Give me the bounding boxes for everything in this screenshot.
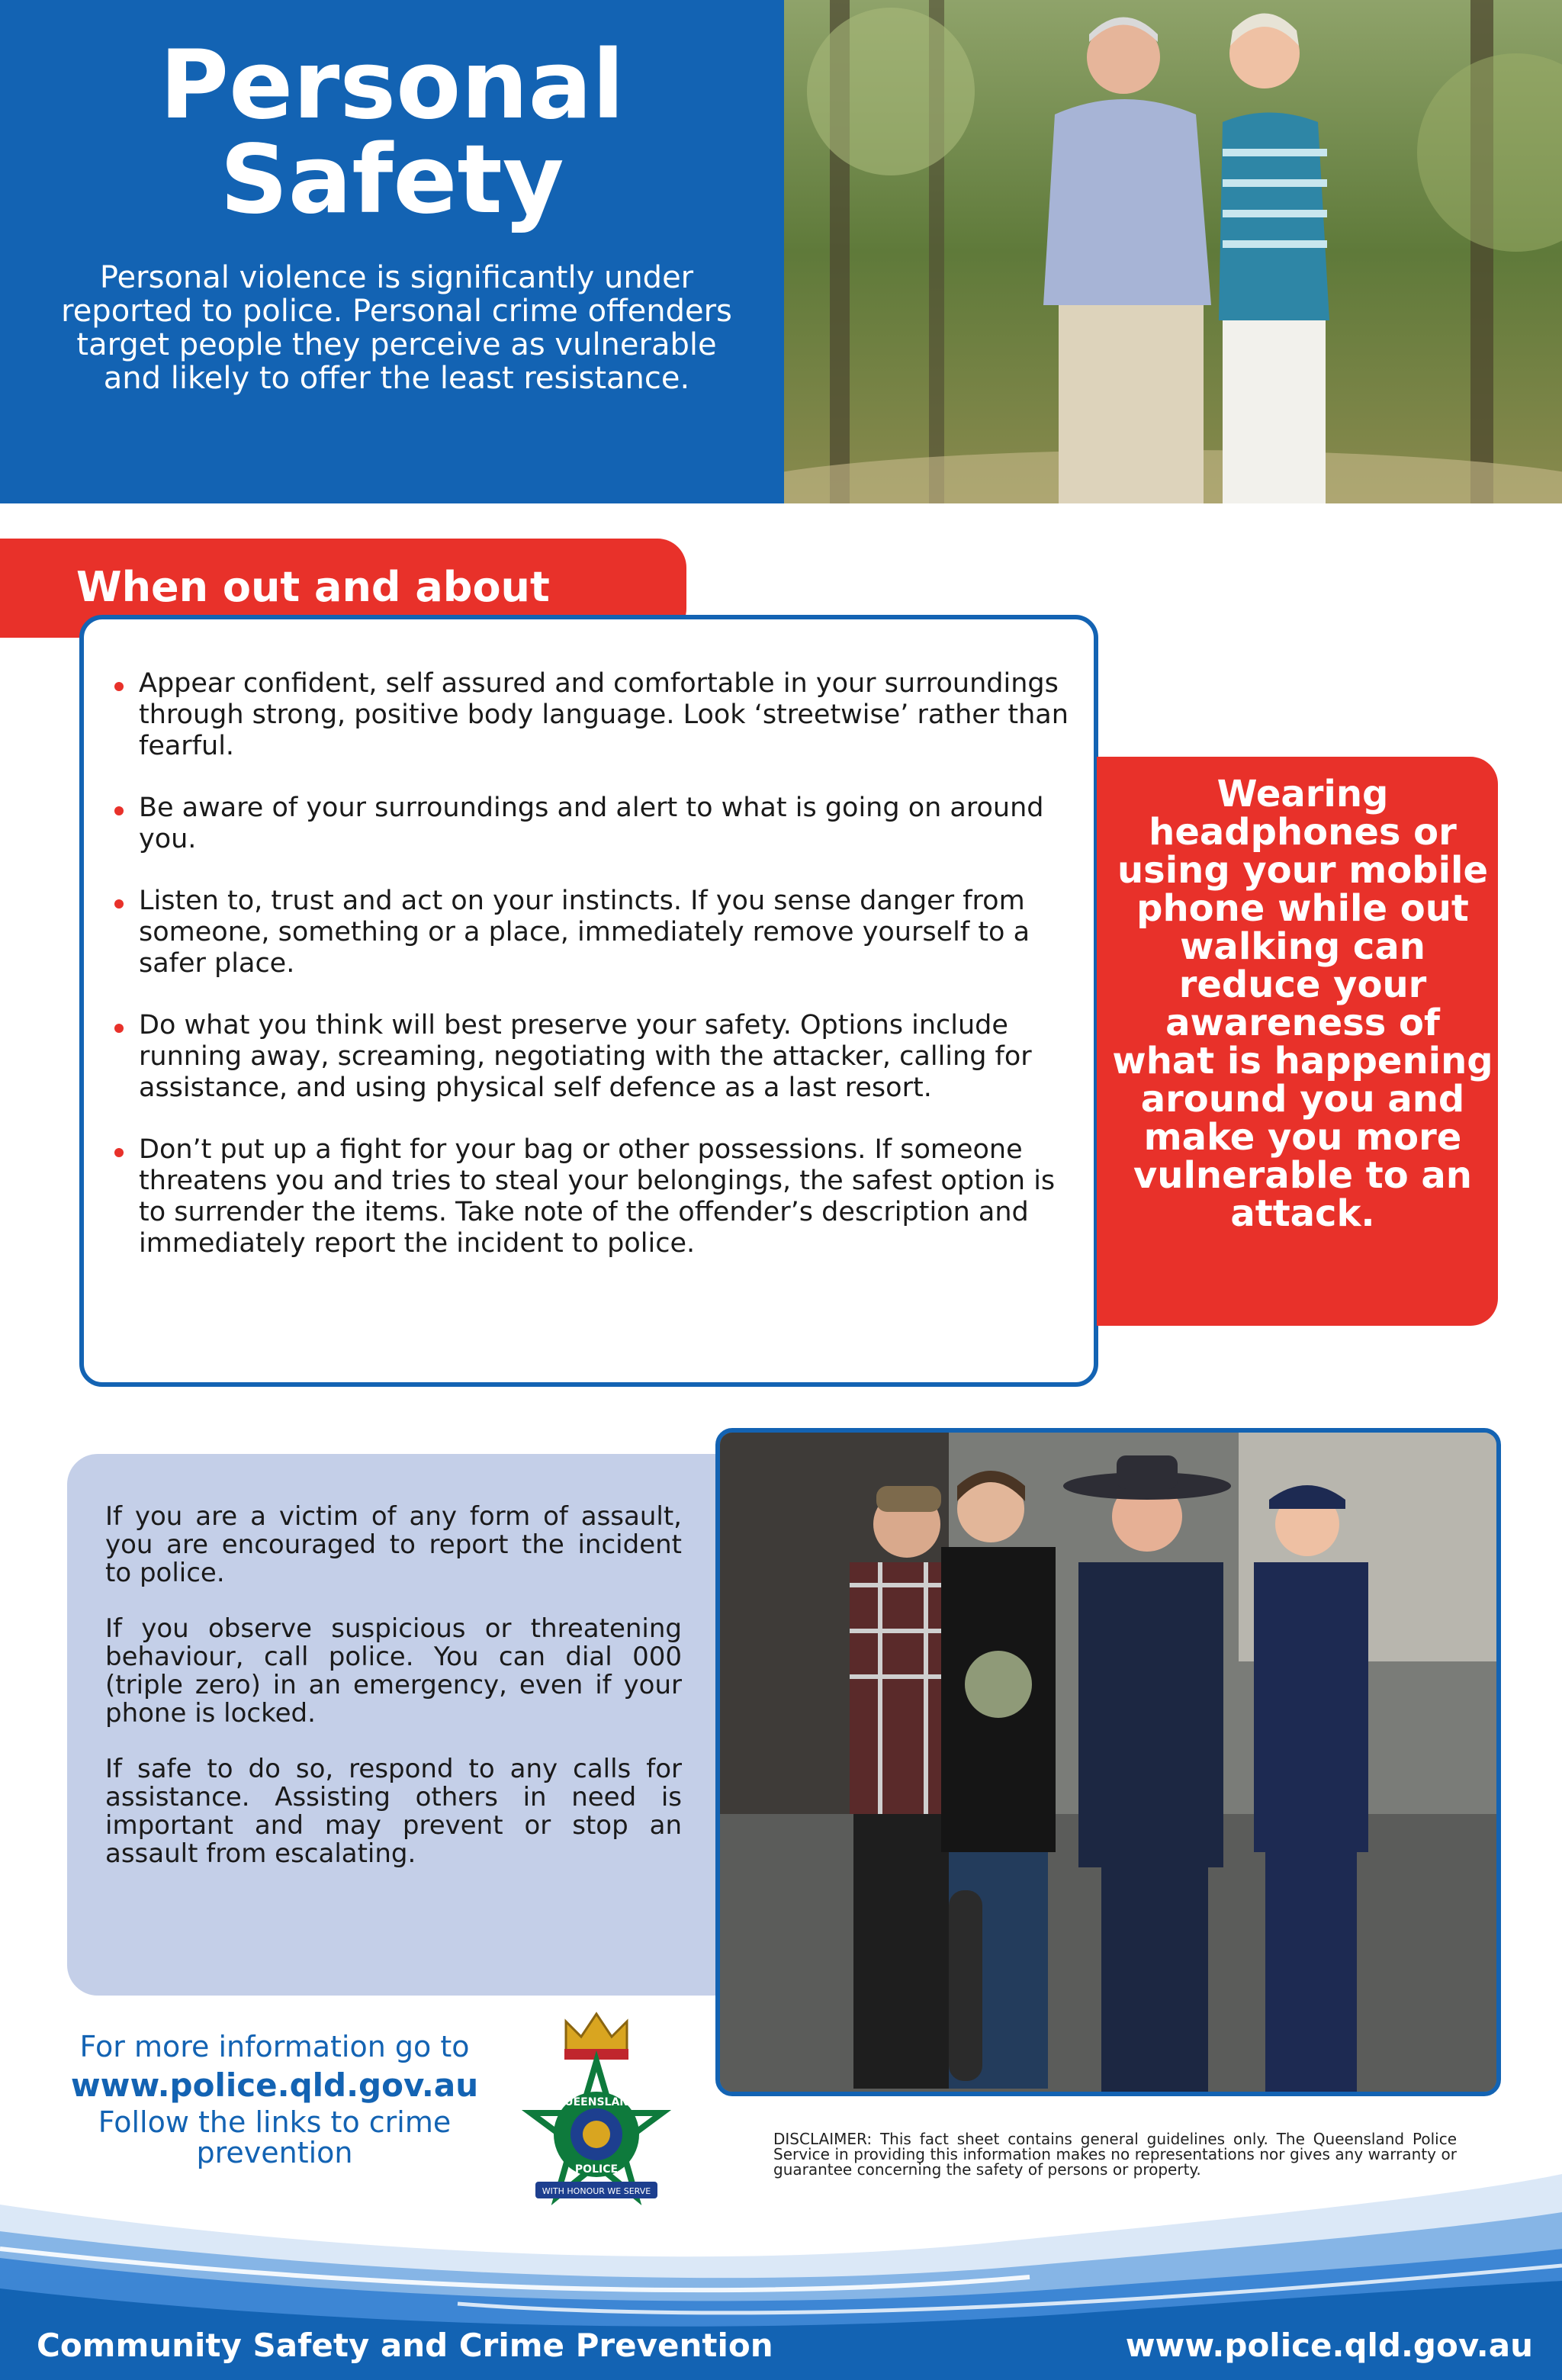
tips-list: [114, 668, 1075, 1290]
footer-website-link[interactable]: www.police.qld.gov.au: [1125, 2327, 1533, 2364]
section-heading: When out and about: [76, 563, 550, 611]
disclaimer-text: DISCLAIMER: This fact sheet contains general guidelines only. The Queensland Police Service in providing this information makes no representations nor gives any warranty or guarantee concerning the safety of persons or property.: [773, 2130, 1457, 2179]
logo-text-top: QUEENSLAND: [555, 2096, 638, 2108]
advice-paragraph: If safe to do so, respond to any calls for assistance. Assisting others in need is important and may prevent or stop an assault from escalating.: [105, 1754, 682, 1869]
tip-text: Don’t put up a fight for your bag or other possessions. If someone threatens you and tries to steal your belongings, the safest option is to surrender the items. Take note of the offender’s description and immediately report the incident to police.: [139, 1134, 1056, 1259]
bullet-icon: [114, 899, 124, 909]
more-info-block: [46, 2029, 503, 2168]
logo-motto: WITH HONOUR WE SERVE: [542, 2186, 651, 2196]
logo-text-middle: POLICE: [574, 2163, 619, 2176]
title-line-1: Personal: [159, 31, 625, 140]
police-photo-illustration: [720, 1433, 1496, 2092]
website-link[interactable]: www.police.qld.gov.au: [70, 2066, 479, 2104]
tip-text: Appear confident, self assured and comfortable in your surroundings through strong, positive body language. Look ‘streetwise’ rather than fearful.: [139, 668, 1069, 761]
intro-text: Personal violence is significantly under reported to police. Personal crime offenders target people they perceive as vulnerable and likely to offer the least resistance.: [61, 260, 732, 396]
hero-photo-couple-walking: [784, 0, 1562, 503]
footer-program-name: Community Safety and Crime Prevention: [37, 2327, 773, 2364]
bullet-icon: [114, 806, 124, 815]
police-photo: [715, 1428, 1501, 2096]
list-item: [114, 793, 1075, 855]
more-info-line: Follow the links to crime prevention: [98, 2105, 452, 2169]
title-line-2: Safety: [220, 125, 564, 235]
list-item: [114, 668, 1075, 762]
callout-text: Wearing headphones or using your mobile phone while out walking can reduce your awareness of what is happening around you and make you more vulnerable to an attack.: [1112, 773, 1493, 1235]
bullet-icon: [114, 1148, 124, 1157]
list-item: [114, 886, 1075, 979]
page-title: [0, 31, 784, 235]
bullet-icon: [114, 682, 124, 691]
advice-paragraph: If you observe suspicious or threatening behaviour, call police. You can dial 000 (triple zero) in an emergency, even if your phone is locked.: [105, 1613, 682, 1729]
tip-text: Listen to, trust and act on your instincts. If you sense danger from someone, something or a place, immediately remove yourself to a safer place.: [139, 886, 1030, 979]
tip-text: Be aware of your surroundings and alert to what is going on around you.: [139, 793, 1044, 854]
advice-paragraph: If you are a victim of any form of assault, you are encouraged to report the incident to police.: [105, 1501, 682, 1588]
list-item: [114, 1134, 1075, 1259]
advice-text-block: [105, 1503, 682, 1896]
more-info-line: For more information go to: [79, 2030, 470, 2063]
hero-photo-illustration: [784, 0, 1562, 503]
bullet-icon: [114, 1024, 124, 1033]
tip-text: Do what you think will best preserve your safety. Options include running away, screaming, negotiating with the attacker, calling for assistance, and using physical self defence as a last resort.: [139, 1010, 1032, 1103]
list-item: [114, 1010, 1075, 1104]
